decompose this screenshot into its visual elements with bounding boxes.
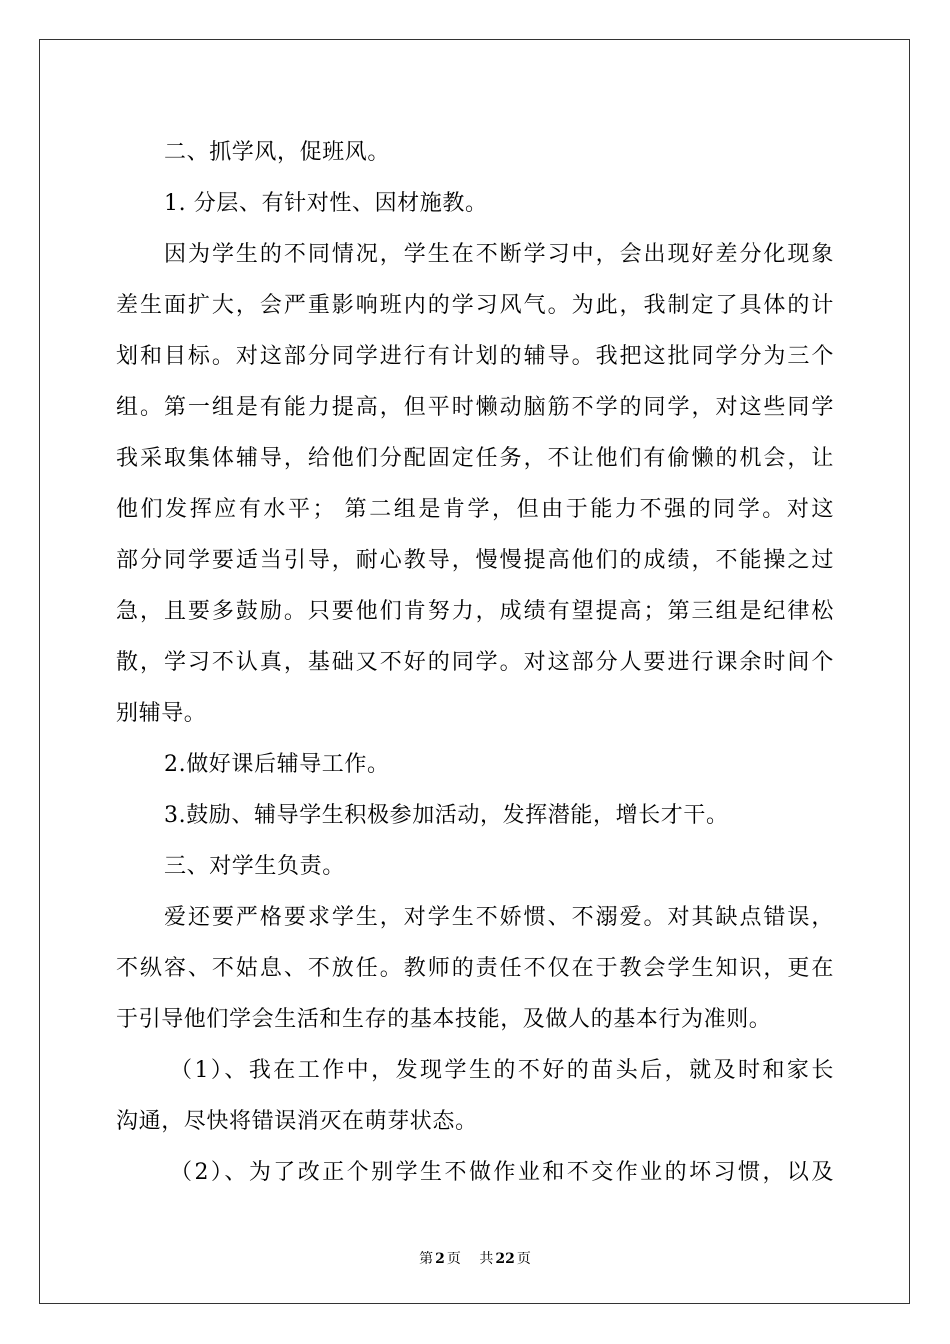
paragraph-line: 散，学习不认真，基础又不好的同学。对这部分人要进行课余时间个 xyxy=(116,650,834,675)
section-heading-3: 三、对学生负责。 xyxy=(164,854,345,879)
total-indicator xyxy=(473,1251,530,1267)
numbered-paragraph-2: （2）、为了改正个别学生不做作业和不交作业的坏习惯，以及 xyxy=(170,1160,834,1185)
paragraph-line: 别辅导。 xyxy=(116,701,207,726)
paragraph-line: 组。第一组是有能力提高，但平时懒动脑筋不学的同学，对这些同学 xyxy=(116,395,834,420)
paragraph-line: 差生面扩大，会严重影响班内的学习风气。为此，我制定了具体的计 xyxy=(116,293,834,318)
document-body xyxy=(116,127,834,1198)
paragraph-line: 划和目标。对这部分同学进行有计划的辅导。我把这批同学分为三个 xyxy=(116,344,834,369)
paragraph-line: 不纵容、不姑息、不放任。教师的责任不仅在于教会学生知识，更在 xyxy=(116,956,834,981)
page-number: 2 xyxy=(435,1251,445,1267)
subheading-1: 1. 分层、有针对性、因材施教。 xyxy=(164,191,488,216)
total-suffix: 页 xyxy=(516,1251,531,1267)
section-heading-2: 二、抓学风，促班风。 xyxy=(164,140,391,165)
paragraph-line: 部分同学要适当引导，耐心教导，慢慢提高他们的成绩，不能操之过 xyxy=(116,548,834,573)
paragraph-line: 因为学生的不同情况，学生在不断学习中，会出现好差分化现象 xyxy=(164,242,834,267)
page-indicator xyxy=(419,1251,461,1267)
list-item-2: 2.做好课后辅导工作。 xyxy=(164,752,390,777)
total-pages: 22 xyxy=(495,1251,515,1267)
page-footer xyxy=(0,1248,950,1268)
paragraph-line: 沟通，尽快将错误消灭在萌芽状态。 xyxy=(116,1109,478,1134)
paragraph-line: 于引导他们学会生活和生存的基本技能，及做人的基本行为准则。 xyxy=(116,1007,772,1032)
paragraph-line: 爱还要严格要求学生，对学生不娇惯、不溺爱。对其缺点错误， xyxy=(164,905,834,930)
numbered-paragraph-1: （1）、我在工作中，发现学生的不好的苗头后，就及时和家长 xyxy=(170,1058,834,1083)
list-item-3: 3.鼓励、辅导学生积极参加活动，发挥潜能，增长才干。 xyxy=(164,803,729,828)
paragraph-line: 我采取集体辅导，给他们分配固定任务，不让他们有偷懒的机会，让 xyxy=(116,446,834,471)
page-suffix: 页 xyxy=(446,1251,461,1267)
page-prefix: 第 xyxy=(419,1251,434,1267)
total-prefix: 共 xyxy=(479,1251,494,1267)
paragraph-line: 急，且要多鼓励。只要他们肯努力，成绩有望提高；第三组是纪律松 xyxy=(116,599,834,624)
paragraph-line: 他们发挥应有水平； 第二组是肯学，但由于能力不强的同学。对这 xyxy=(116,497,834,522)
